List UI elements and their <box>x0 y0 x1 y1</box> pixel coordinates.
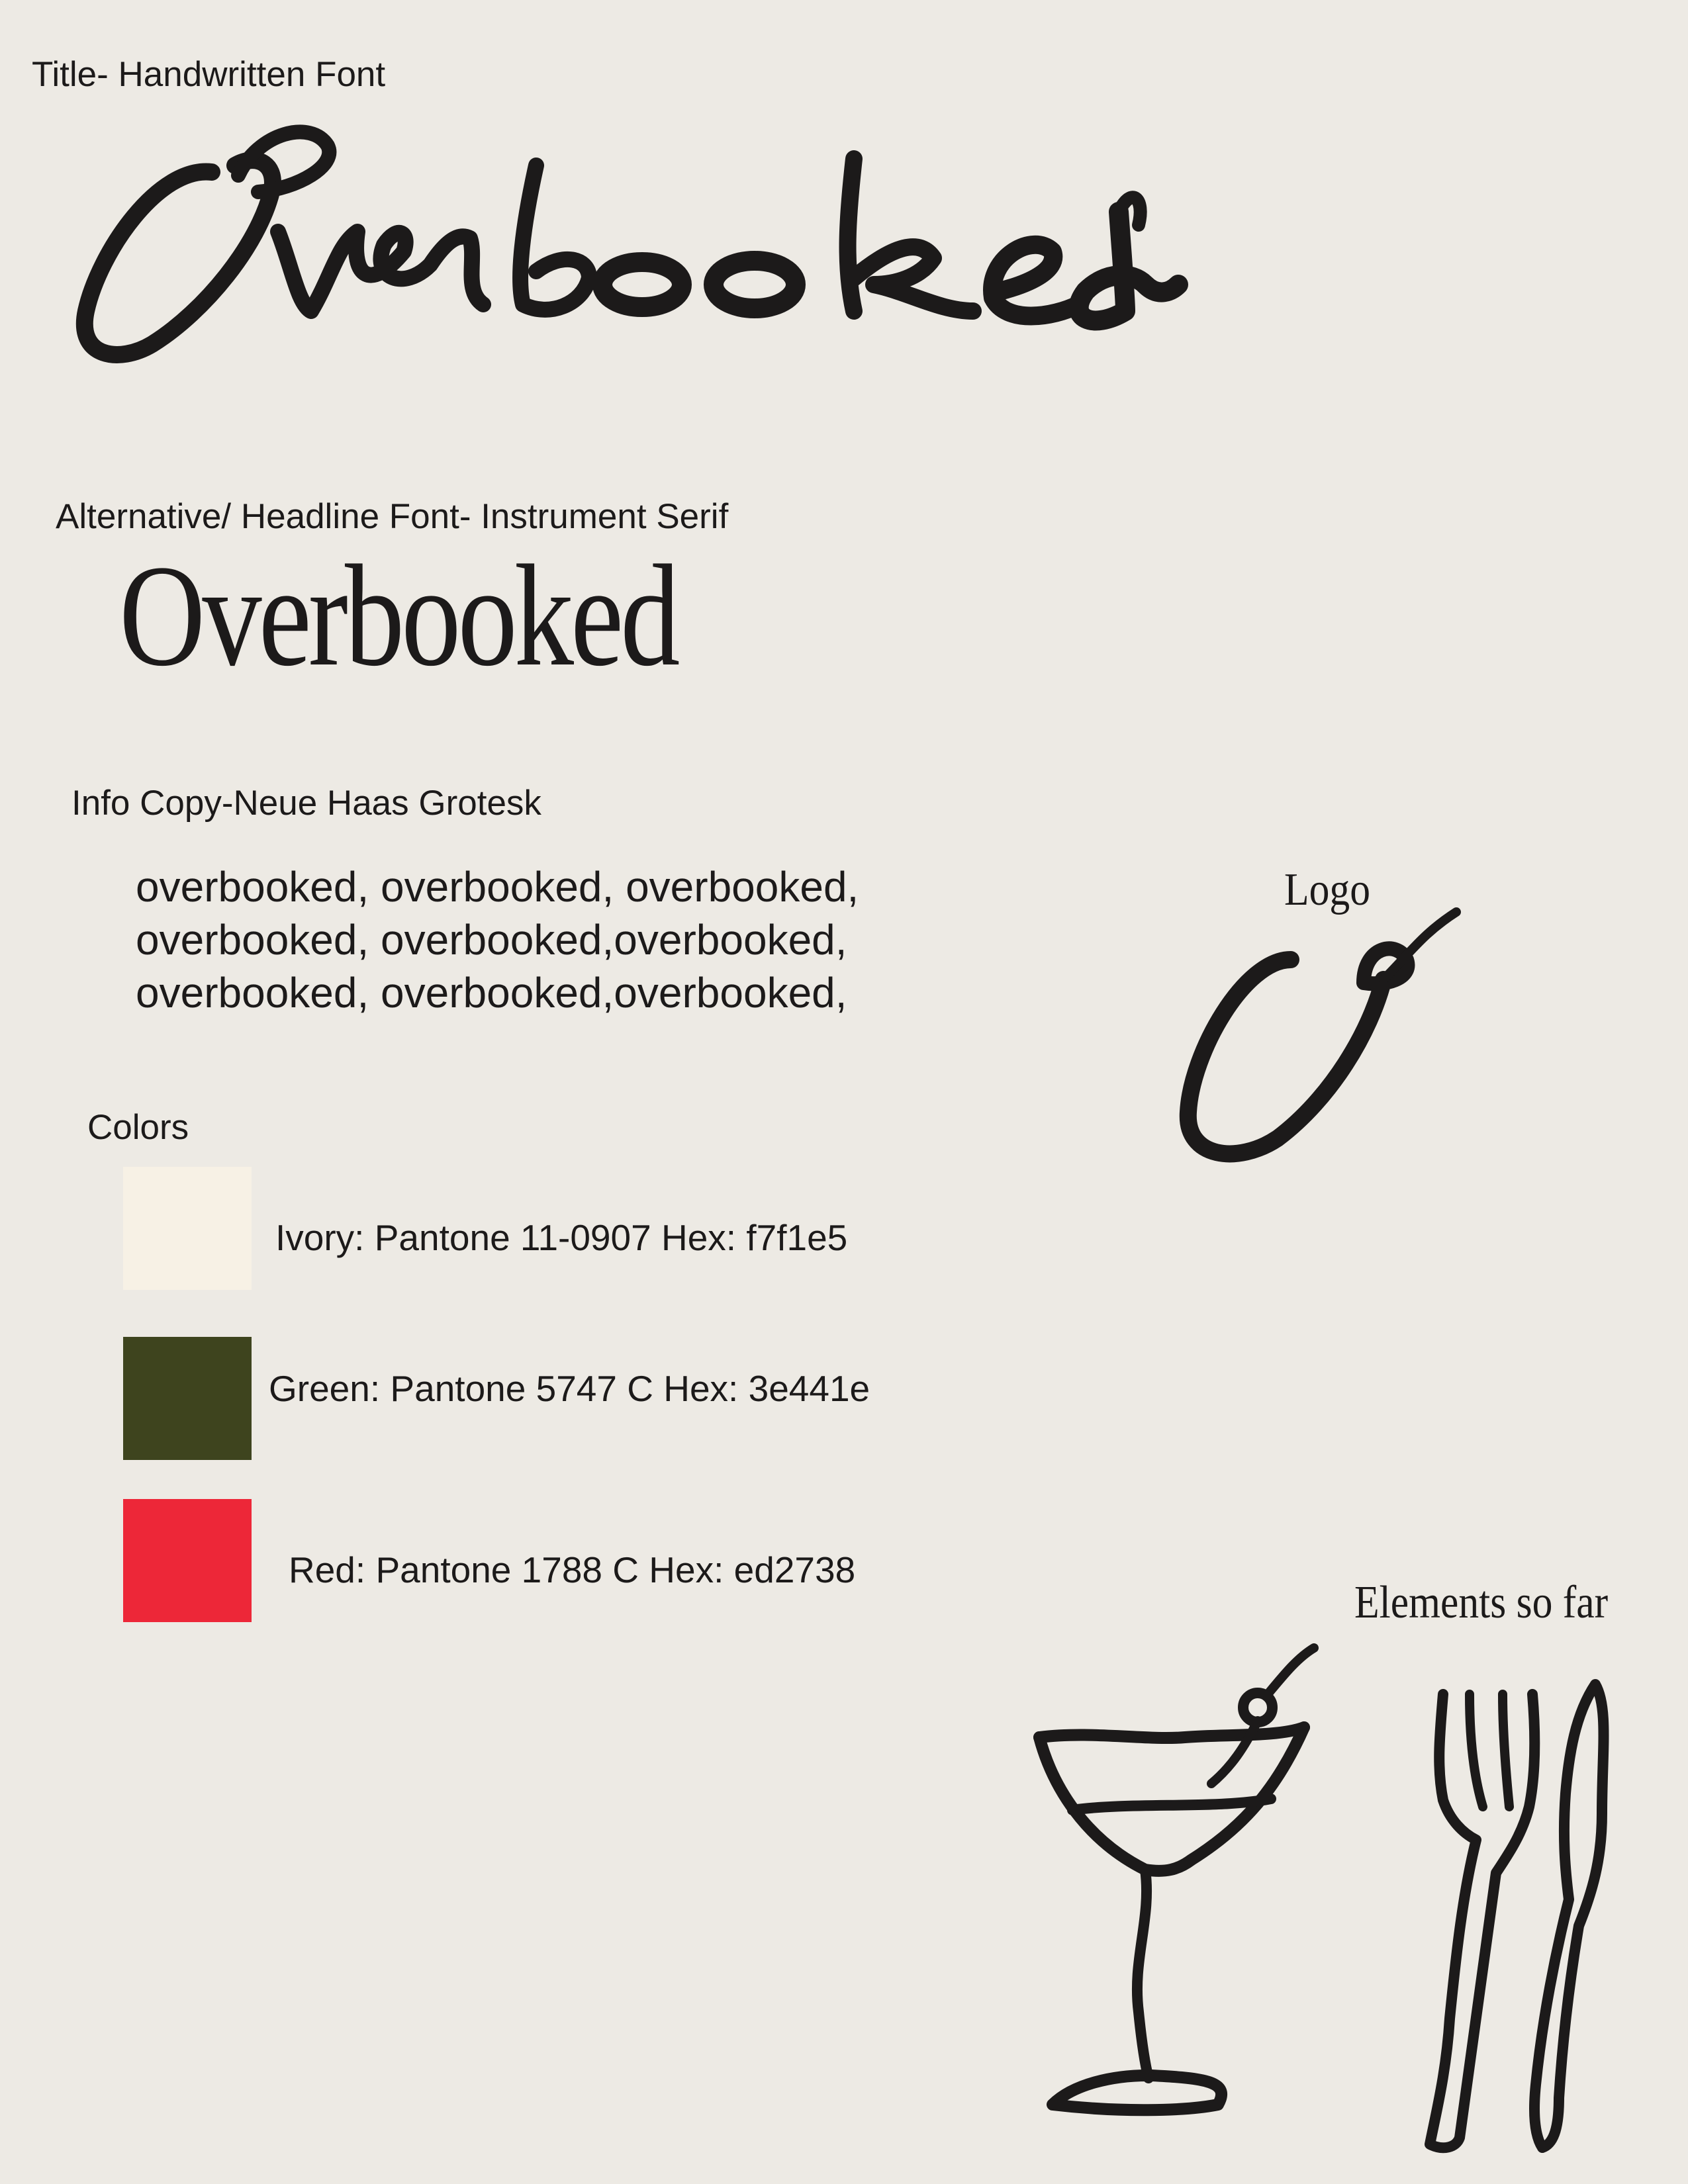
swatch-ivory <box>123 1167 252 1290</box>
fork-knife-icon <box>1410 1674 1622 2158</box>
info-copy-sample <box>136 860 859 1019</box>
info-copy-font-label: Info Copy-Neue Haas Grotesk <box>71 784 541 823</box>
martini-glass-icon <box>1013 1641 1331 2131</box>
swatch-red <box>123 1499 252 1622</box>
info-copy-line: overbooked, overbooked,overbooked, <box>136 969 847 1017</box>
handwritten-wordmark <box>60 93 1198 404</box>
swatch-ivory-label: Ivory: Pantone 11-0907 Hex: f7f1e5 <box>275 1217 848 1258</box>
headline-font-label: Alternative/ Headline Font- Instrument Serif <box>56 497 729 536</box>
headline-sample: Overbooked <box>119 535 677 696</box>
logo-label: Logo <box>1284 864 1371 915</box>
swatch-green-label: Green: Pantone 5747 C Hex: 3e441e <box>269 1368 870 1409</box>
swatch-red-label: Red: Pantone 1788 C Hex: ed2738 <box>289 1549 856 1590</box>
elements-label: Elements so far <box>1354 1577 1609 1628</box>
colors-label: Colors <box>87 1108 189 1147</box>
handwritten-logo-icon <box>1165 900 1470 1185</box>
title-font-label: Title- Handwritten Font <box>32 55 386 94</box>
info-copy-line: overbooked, overbooked,overbooked, <box>136 916 847 964</box>
info-copy-line: overbooked, overbooked, overbooked, <box>136 863 859 911</box>
swatch-green <box>123 1337 252 1460</box>
